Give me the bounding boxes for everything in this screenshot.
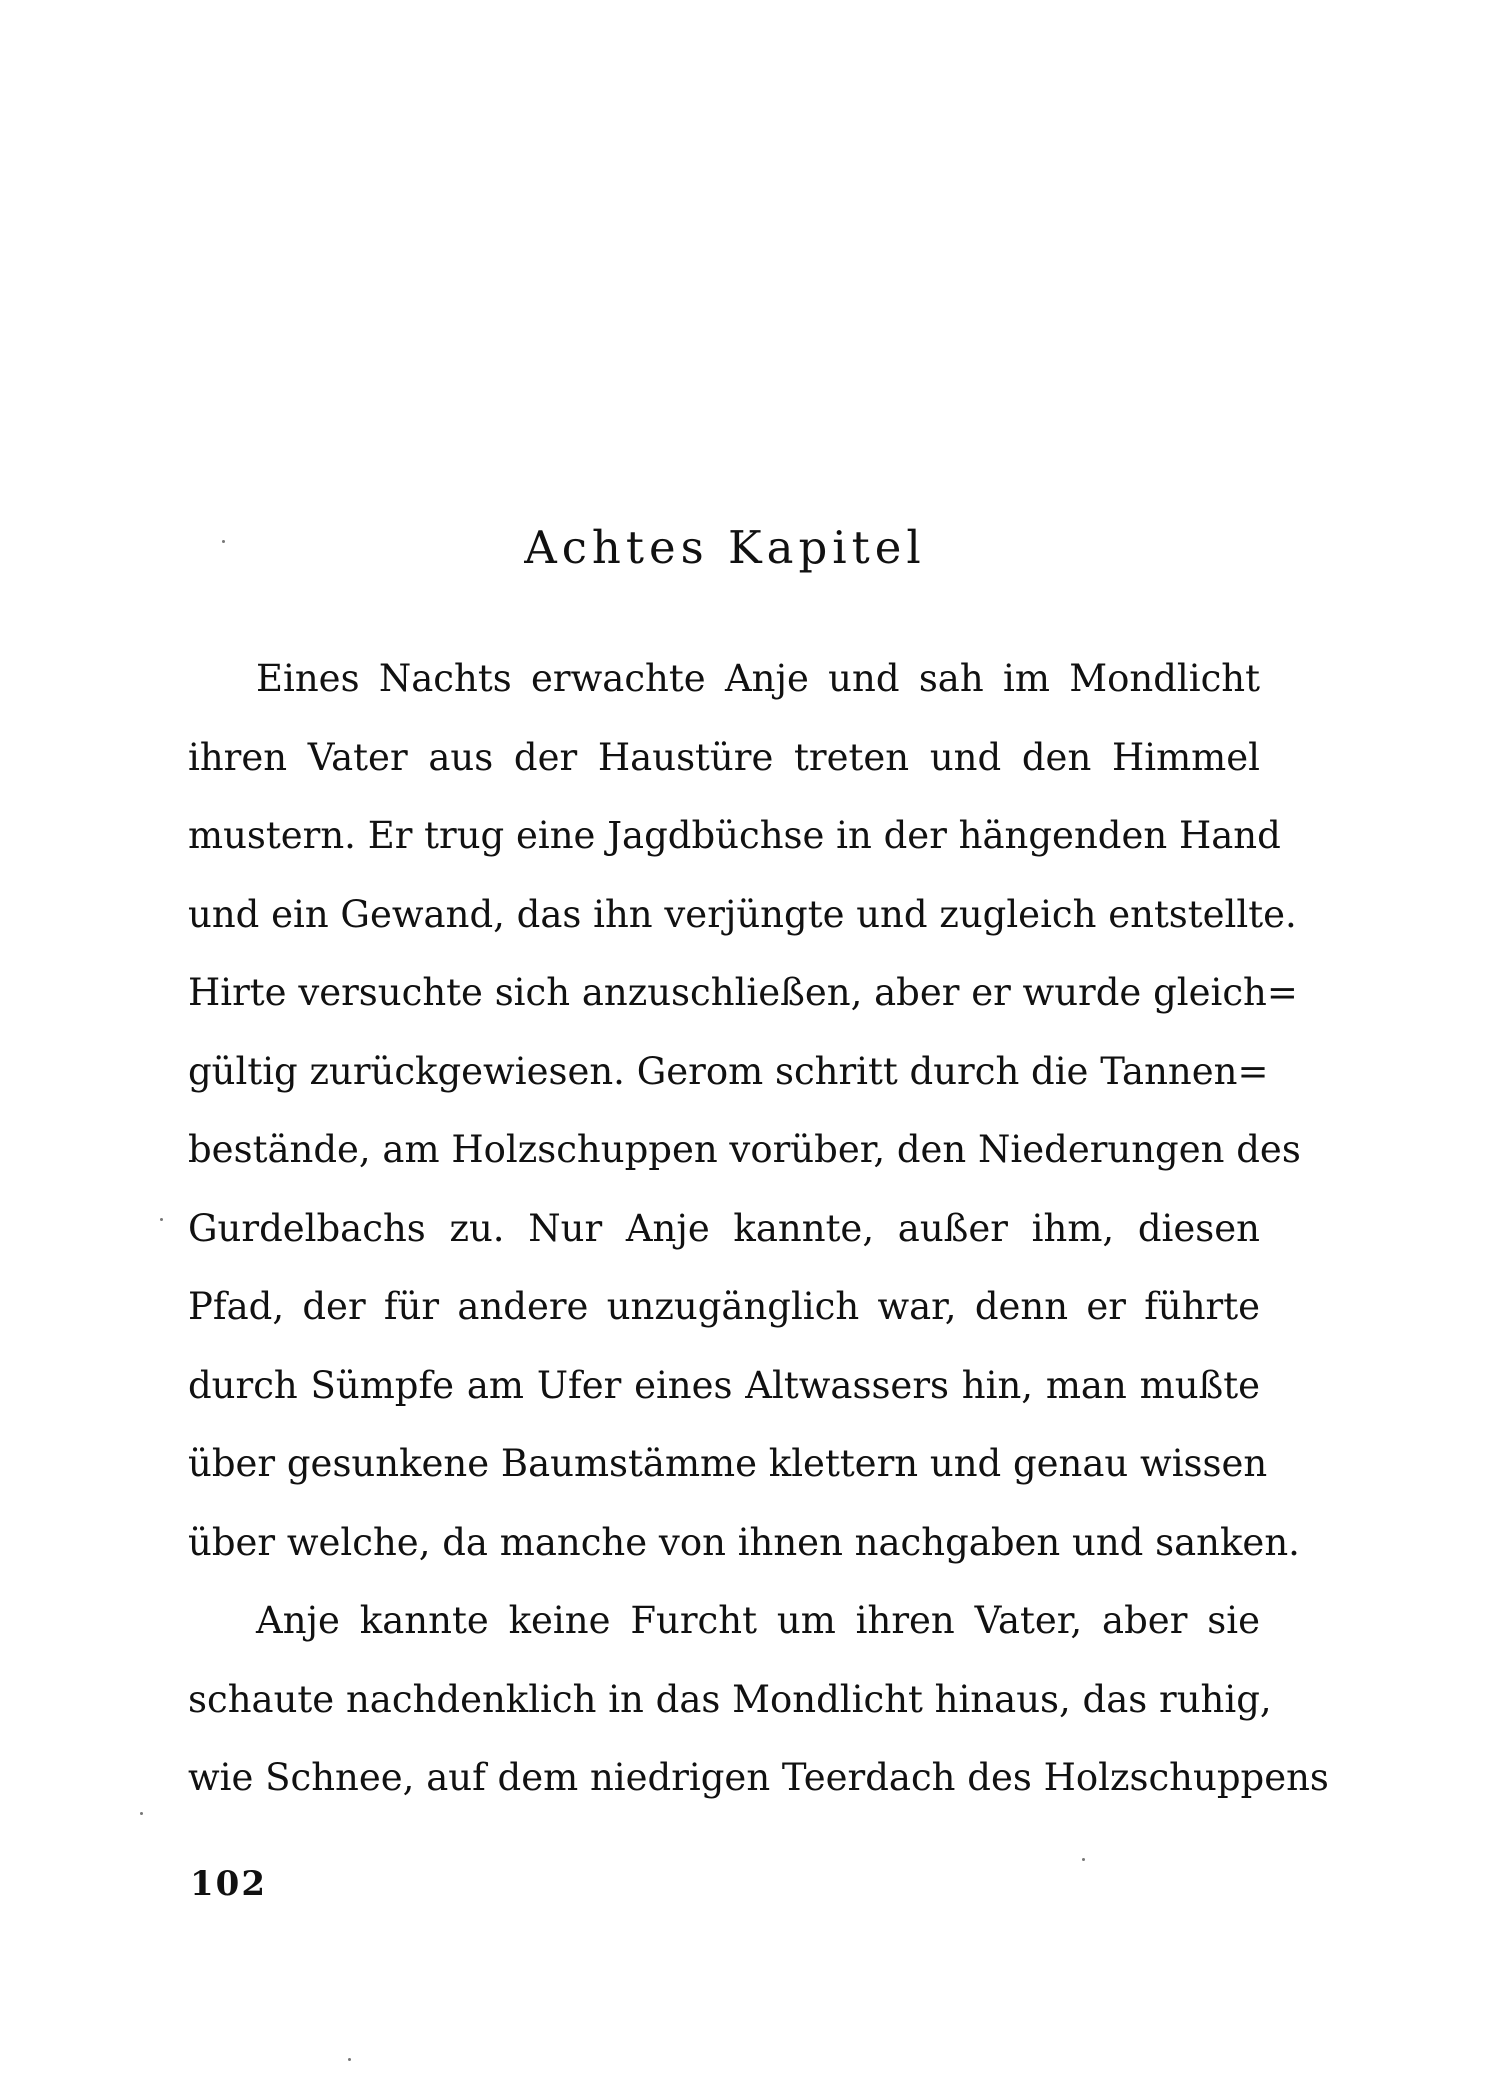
text-line: Hirte versuchte sich anzuschließen, aber er wurde gleich= (188, 971, 1298, 1014)
text-line: Anje kannte keine Furcht um ihren Vater, aber sie (256, 1599, 1260, 1642)
page-number: 102 (190, 1864, 267, 1904)
scan-speck (160, 1218, 163, 1221)
text-line: mustern. Er trug eine Jagdbüchse in der hängenden Hand (188, 814, 1281, 857)
scan-speck (222, 540, 225, 543)
text-line: über welche, da manche von ihnen nachgaben und sanken. (188, 1520, 1300, 1564)
scan-speck (140, 1812, 143, 1815)
text-line: durch Sümpfe am Ufer eines Altwassers hin, man mußte (188, 1363, 1260, 1407)
text-line: und ein Gewand, das ihn verjüngte und zugleich entstellte. (188, 892, 1297, 936)
scan-speck (348, 2058, 351, 2061)
text-line: Eines Nachts erwachte Anje und sah im Mondlicht (256, 657, 1260, 700)
body-text (188, 640, 1329, 1818)
scan-speck (1082, 1858, 1085, 1861)
text-line: Gurdelbachs zu. Nur Anje kannte, außer ihm, diesen (188, 1206, 1260, 1250)
text-line: Pfad, der für andere unzugänglich war, denn er führte (188, 1285, 1260, 1328)
text-line: bestände, am Holzschuppen vorüber, den Niederungen des (188, 1128, 1301, 1171)
text-line: gültig zurückgewiesen. Gerom schritt durch die Tannen= (188, 1049, 1269, 1093)
text-line: über gesunkene Baumstämme klettern und genau wissen (188, 1442, 1268, 1485)
chapter-title: Achtes Kapitel (524, 521, 926, 574)
text-line: ihren Vater aus der Haustüre treten und den Himmel (188, 735, 1260, 779)
text-line: schaute nachdenklich in das Mondlicht hinaus, das ruhig, (188, 1677, 1272, 1721)
text-line: wie Schnee, auf dem niedrigen Teerdach des Holzschuppens (188, 1756, 1329, 1799)
